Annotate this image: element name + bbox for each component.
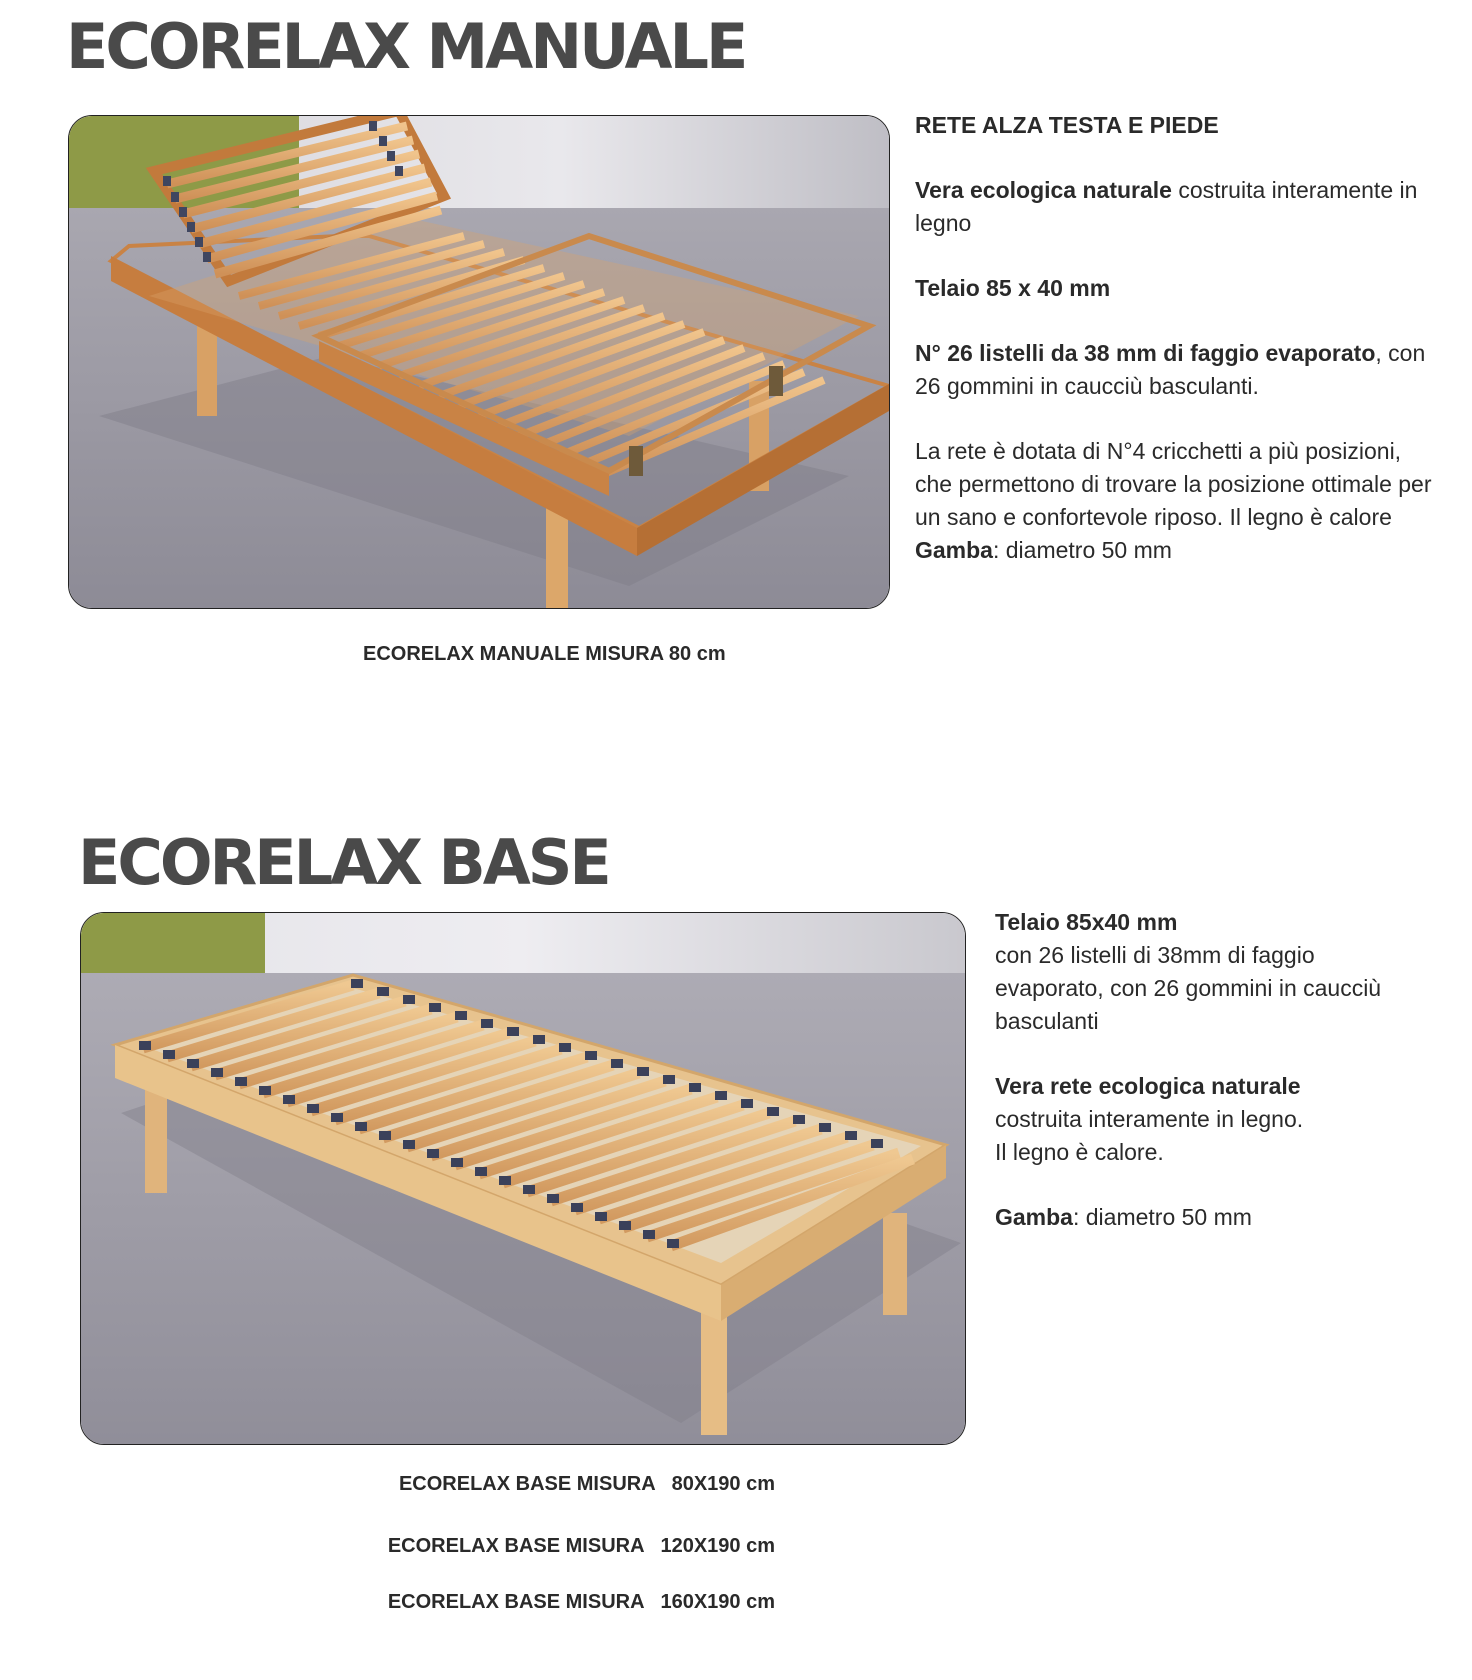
- product-image-base: [80, 912, 966, 1445]
- size-caption-base-80: ECORELAX BASE MISURA 80X190 cm: [398, 1473, 775, 1495]
- slats-spec-text: , con 26 gommini in caucciù basculanti.: [915, 340, 1426, 399]
- eco-natural-text-2: Il legno è calore.: [995, 1139, 1164, 1165]
- frame-spec: Telaio 85 x 40 mm: [915, 275, 1111, 301]
- eco-natural-bold: Vera ecologica naturale: [915, 177, 1172, 203]
- slats-spec-bold: N° 26 listelli da 38 mm di faggio evaporato: [915, 340, 1376, 366]
- frame-spec: Telaio 85x40 mm: [995, 909, 1178, 935]
- product-image-manuale: [68, 115, 890, 609]
- size-caption-manuale: ECORELAX MANUALE MISURA 80 cm: [363, 643, 726, 665]
- leg-diameter: : diametro 50 mm: [1072, 1204, 1252, 1230]
- eco-natural-text: costruita interamente in legno.: [995, 1106, 1304, 1132]
- description-base: [995, 906, 1415, 1234]
- section-title-base: ECORELAX BASE: [78, 826, 609, 899]
- slats-spec-text: con 26 listelli di 38mm di faggio evaporato, con 26 gommini in caucciù basculanti: [995, 942, 1382, 1034]
- eco-natural-text: costruita interamente in legno: [915, 177, 1418, 236]
- description-manuale: [915, 109, 1435, 567]
- size-caption-base-160: ECORELAX BASE MISURA 160X190 cm: [387, 1591, 775, 1613]
- section-title-manuale: ECORELAX MANUALE: [66, 10, 746, 83]
- eco-natural-bold: Vera rete ecologica naturale: [995, 1073, 1301, 1099]
- leg-label: Gamba: [995, 1204, 1073, 1230]
- description-heading: RETE ALZA TESTA E PIEDE: [915, 112, 1219, 138]
- size-caption-base-120: ECORELAX BASE MISURA 120X190 cm: [387, 1535, 775, 1557]
- ratchet-description: La rete è dotata di N°4 cricchetti a più posizioni, che permettono di trovare la posizione ottimale per un sano e confortevole riposo. Il legno è calore: [915, 438, 1432, 530]
- bed-frame-fixed-illustration: [81, 913, 965, 1444]
- leg-label: Gamba: [915, 537, 993, 563]
- bed-frame-adjustable-illustration: [69, 116, 889, 608]
- leg-diameter: : diametro 50 mm: [992, 537, 1172, 563]
